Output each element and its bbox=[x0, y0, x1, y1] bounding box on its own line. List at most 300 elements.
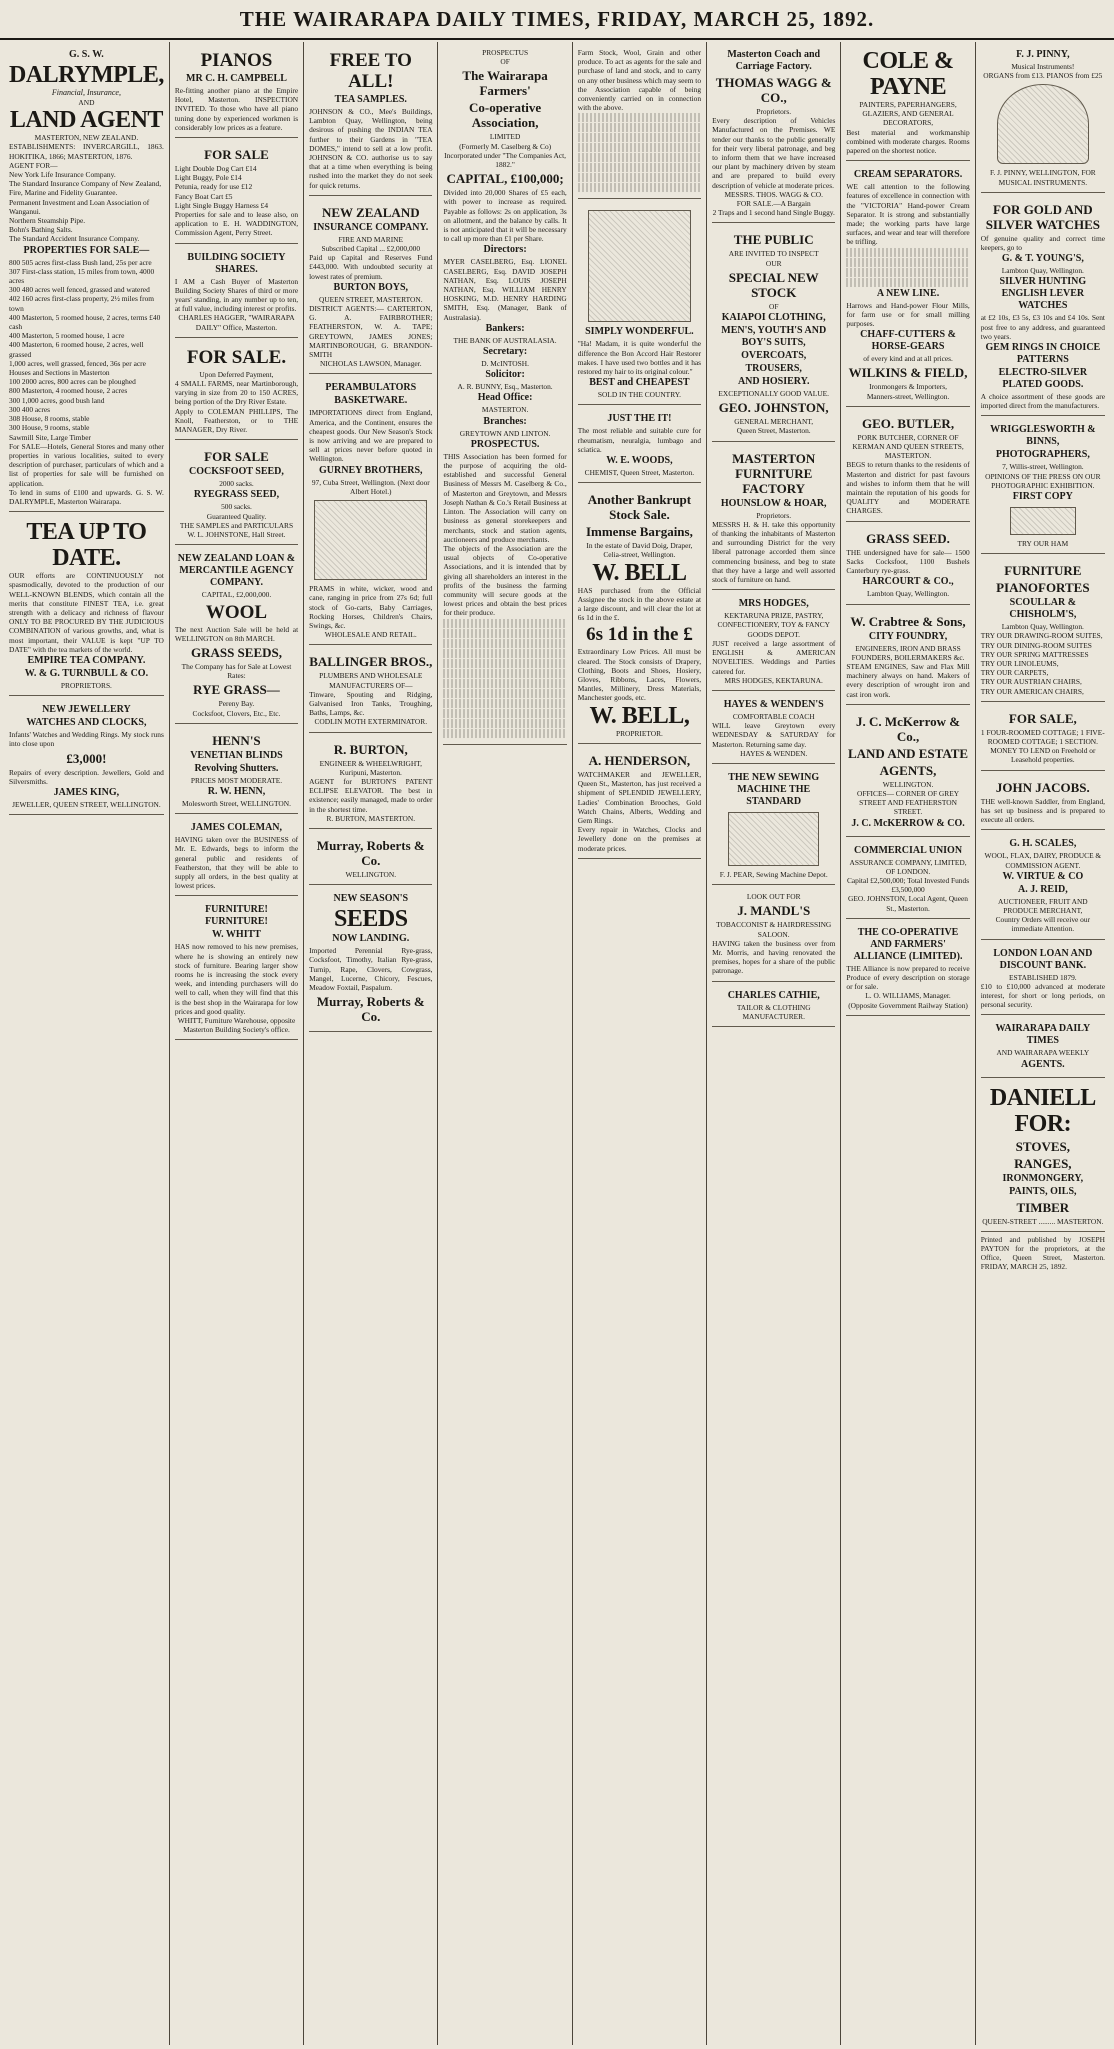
text-line bbox=[846, 258, 969, 267]
hosiery: AND HOSIERY. bbox=[737, 376, 810, 388]
mandl-name: J. MANDL'S bbox=[737, 903, 811, 919]
young-ad bbox=[981, 196, 1105, 417]
photo-addr: 7, Willis-street, Wellington. bbox=[1002, 462, 1084, 472]
wrigglesworth: WRIGGLESWORTH & BINNS, bbox=[990, 424, 1096, 448]
daniell-name: DANIELL FOR: bbox=[989, 1084, 1096, 1137]
bankers: Bankers: bbox=[485, 322, 525, 334]
crabtree-name: W. Crabtree & Sons, bbox=[850, 613, 966, 629]
waddington-ad bbox=[175, 141, 298, 244]
pianos-ad bbox=[175, 44, 298, 138]
crabtree-sub: ENGINEERS, IRON AND BRASS FOUNDERS, BOILERMAKERS &c. bbox=[851, 643, 965, 662]
turnbull: W. & G. TURNBULL & CO. bbox=[24, 667, 149, 679]
bargains-body: In the estate of David Doig, Draper, Celia-street, Wellington. bbox=[586, 541, 693, 560]
cream-ad bbox=[846, 164, 969, 407]
instruments-illustration bbox=[997, 84, 1089, 164]
williams-addr: (Opposite Government Railway Station) bbox=[848, 1000, 968, 1010]
grass-seed-ad bbox=[846, 525, 969, 605]
coop-alliance-ad bbox=[846, 922, 969, 1016]
johnstone-sig: W. L. JOHNSTONE, Hall Street. bbox=[187, 530, 286, 540]
for-sale-3: FOR SALE bbox=[204, 449, 269, 465]
incorporated: Incorporated under "The Companies Act, 1882." bbox=[444, 150, 567, 170]
opinions: OPINIONS OF THE PRESS ON OUR PHOTOGRAPHIC EXHIBITION. bbox=[985, 471, 1101, 490]
commercial-agent: GEO. JOHNSTON, Local Agent, Queen St., Masterton. bbox=[848, 894, 968, 913]
henderson-ad bbox=[578, 747, 701, 859]
commercial-union-ad bbox=[846, 840, 969, 919]
cottage-sale-ad bbox=[981, 705, 1105, 771]
scoullar-addr: Lambton Quay, Wellington. bbox=[1001, 622, 1084, 632]
rye-sub: Pereny Bay. bbox=[218, 699, 255, 709]
payne: PAYNE bbox=[869, 74, 947, 100]
revolving: Revolving Shutters. bbox=[194, 762, 279, 774]
johnston-ad bbox=[712, 226, 835, 441]
property-1: 307 First-class station, 15 miles from town, 4000 acres bbox=[9, 266, 155, 286]
text-line bbox=[443, 649, 566, 658]
solicitor-name: A. R. BUNNY, Esq., Masterton. bbox=[457, 382, 553, 392]
bell-name: W. BELL bbox=[592, 559, 687, 586]
prospectus-body: THIS Association has been formed for the purpose of acquiring the old-established and successful General Business of Messrs M. Caselberg & Co., of Masterton and Greytown, and Messrs Joseph Nathan & Co.'s Retail Business at Linton. The Association will carry on business as general storekeepers and merchants, stock and station agents, auctioneers and produce merchants. bbox=[443, 451, 567, 544]
tea-ad bbox=[9, 515, 164, 696]
farms-apply: Apply to COLEMAN PHILLIPS, The Knoll, Featherston, or to THE MANAGER, Dry River. bbox=[174, 406, 299, 435]
cathie-ad bbox=[712, 985, 835, 1027]
property-0: 800 505 acres first-class Bush land, 25s per acre bbox=[9, 257, 152, 267]
ballinger-ad bbox=[309, 648, 432, 732]
dalrymple-body-5: Northern Steamship Pipe. bbox=[9, 216, 86, 226]
column-6 bbox=[707, 42, 841, 2045]
bell-proprietor: PROPRIETOR. bbox=[615, 728, 663, 738]
text-line bbox=[578, 183, 701, 192]
new-line: A NEW LINE. bbox=[876, 287, 940, 299]
hodges-ad bbox=[712, 593, 835, 691]
farms-ad bbox=[175, 341, 298, 440]
nz-insurance: NEW ZEALAND bbox=[321, 204, 420, 220]
whitt-ad bbox=[175, 899, 298, 1040]
dalrymple-body-1: AGENT FOR— bbox=[9, 160, 58, 170]
our: OUR bbox=[765, 258, 782, 268]
property-4: 400 Masterton, 5 roomed house, 2 acres, terms £40 cash bbox=[9, 312, 161, 332]
whitt-name: W. WHITT bbox=[212, 929, 261, 941]
chaff-sub: of every kind and at all prices. bbox=[863, 354, 953, 364]
ironmongers: Ironmongers & Importers, bbox=[869, 382, 947, 392]
sale-item-3: Fancy Boat Cart £5 bbox=[174, 191, 233, 201]
building-body: I AM a Cash Buyer of Masterton Building Society Shares of third or more years' standing, in any number up to ten, at full value, including interest or profits. bbox=[174, 276, 299, 314]
coop-body: THE Alliance is now prepared to receive Produce of every description on storage or for sale. bbox=[846, 963, 970, 992]
timber: TIMBER bbox=[1016, 1199, 1070, 1215]
pinny-sign: F. J. PINNY, WELLINGTON, FOR MUSICAL INSTRUMENTS. bbox=[989, 168, 1096, 187]
nzloan-title: NEW ZEALAND LOAN & MERCANTILE AGENCY COMPANY. bbox=[177, 553, 296, 589]
electro-body: A choice assortment of these goods are imported direct from the manufacturers. bbox=[980, 392, 1105, 411]
property-7: 1,000 acres, well grassed, fenced, 36s per acre bbox=[9, 358, 146, 368]
pearce: F. J. PEAR, Sewing Machine Depot. bbox=[719, 869, 828, 879]
agents-ad bbox=[981, 1018, 1105, 1077]
hodges-sig: MRS HODGES, KEKTARUNA. bbox=[724, 675, 823, 685]
cole: COLE & bbox=[862, 48, 954, 74]
ballinger-body: Tinware, Spouting and Ridging, Galvanised Iron Tanks, Troughing, Baths, Lamps, &c. bbox=[309, 689, 433, 718]
ballinger-sub: PLUMBERS AND WHOLESALE MANUFACTURERS OF— bbox=[319, 671, 423, 690]
henn-addr: Molesworth Street, WELLINGTON. bbox=[182, 798, 291, 808]
wilkins: WILKINS & FIELD, bbox=[848, 365, 968, 381]
cocksfoot-qty: 2000 sacks. bbox=[219, 479, 254, 489]
prospectus-continued bbox=[578, 44, 701, 199]
mandl-body: HAVING taken the business over from Mr. Morris, and having renovated the premises, hopes for a share of the public patronage. bbox=[712, 938, 836, 976]
lawson: NICHOLAS LAWSON, Manager. bbox=[319, 359, 422, 369]
property-12: 300 400 acres bbox=[9, 404, 51, 414]
nz-insurance-ad bbox=[309, 199, 432, 375]
cp-trade: PAINTERS, PAPERHANGERS, GLAZIERS, AND GENERAL DECORATORS, bbox=[859, 100, 957, 128]
dalrymple-town: MASTERTON, NEW ZEALAND. bbox=[34, 133, 139, 143]
hayes-name: HAYES & WENDEN'S bbox=[723, 698, 824, 710]
sale-item-0: Light Double Dog Cart £14 bbox=[174, 164, 257, 174]
paints: PAINTS, OILS, bbox=[1009, 1185, 1077, 1197]
loan-bank-ad bbox=[981, 943, 1105, 1016]
rye-title: RYE GRASS— bbox=[193, 682, 280, 698]
whitt-sig: WHITT, Furniture Warehouse, opposite Masterton Building Society's office. bbox=[177, 1015, 296, 1035]
prospectus-label: PROSPECTUS bbox=[482, 48, 529, 57]
tea-body: OUR efforts are CONTINUOUSLY not spasmodically, devoted to the production of our WELL-KNOWN BLENDS, which contain all the merits that constitute FINEST TEA, i.e. great strength with a delicacy and richness of flavour ONLY TO BE PROCURED BY THE JUDICIOUS COMBINATION of various growths, and, what is most important, their VALUE is kept "UP TO DATE" with the tea markets of the world. bbox=[9, 571, 164, 654]
capital: CAPITAL, £100,000; bbox=[446, 171, 564, 187]
london-loan: LONDON LOAN AND DISCOUNT BANK. bbox=[993, 947, 1093, 971]
jewellery-amount: £3,000! bbox=[66, 750, 107, 766]
text-line bbox=[443, 659, 566, 668]
hayes-ad bbox=[712, 694, 835, 764]
henn-name: R. W. HENN, bbox=[207, 785, 266, 797]
cream-body: WE call attention to the following features of excellence in connection with the "VICTORIA" Hand-power Cream Separator. It is strong and substantially made; the working parts have large surfaces, and wear and tear will therefore be trifling. bbox=[846, 182, 970, 247]
scoullar: SCOULLAR & CHISHOLM'S, bbox=[1009, 597, 1077, 621]
mckerrow-offices: OFFICES— CORNER OF GREY STREET AND FEATHERSTON STREET. bbox=[857, 788, 960, 817]
young-name: G. & T. YOUNG'S, bbox=[1001, 253, 1084, 265]
coleman-body: HAVING taken over the BUSINESS of Mr. E. Edwards, begs to inform the general public and residents of Featherston, that they will be able to supply all orders, in the best quality at lowest prices. bbox=[174, 835, 299, 891]
johnston-addr: Queen Street, Masterton. bbox=[736, 426, 811, 436]
virtue-name: W. VIRTUE & CO bbox=[1002, 870, 1084, 882]
pinny-name: F. J. PINNY, bbox=[1016, 49, 1070, 60]
butler-sub: PORK BUTCHER, CORNER OF KERMAN AND QUEEN STREETS, MASTERTON. bbox=[852, 432, 964, 461]
wholesale: WHOLESALE AND RETAIL. bbox=[324, 630, 417, 640]
henn-prices: PRICES MOST MODERATE. bbox=[190, 775, 283, 785]
ballinger-name: BALLINGER BROS., bbox=[309, 654, 433, 670]
hair-restorer-ad bbox=[578, 202, 701, 405]
text-line bbox=[443, 729, 566, 738]
text-line bbox=[443, 629, 566, 638]
wool-title: WOOL bbox=[205, 601, 268, 623]
nz-insurance-2: INSURANCE COMPANY. bbox=[313, 221, 429, 233]
burton-r: R. BURTON, bbox=[333, 741, 408, 757]
try-item-5: TRY OUR AUSTRIAN CHAIRS, bbox=[980, 677, 1082, 687]
pinny-body: ORGANS from £13. PIANOS from £25 bbox=[983, 71, 1103, 81]
text-line bbox=[443, 699, 566, 708]
wool-body: The next Auction Sale will be held at WELLINGTON on 8th MARCH. bbox=[174, 624, 299, 643]
dalrymple-body-2: New York Life Insurance Company. bbox=[9, 170, 116, 180]
text-line bbox=[443, 669, 566, 678]
chaff: CHAFF-CUTTERS & HORSE-GEARS bbox=[860, 329, 956, 353]
property-14: 300 House, 9 rooms, stable bbox=[9, 423, 90, 433]
murray-ad-1 bbox=[309, 832, 432, 885]
sewing-machine-illustration bbox=[728, 812, 819, 866]
property-3: 402 160 acres first-class property, 2½ miles from town bbox=[9, 294, 155, 313]
cocksfoot: COCKSFOOT SEED, bbox=[189, 466, 284, 478]
grass-body: The Company has for Sale at Lowest Rates: bbox=[181, 661, 292, 681]
sale-item-1: Light Buggy, Pole £14 bbox=[174, 173, 242, 183]
seed-sale-ad bbox=[175, 443, 298, 545]
whitt-furniture: FURNITURE! FURNITURE! bbox=[205, 904, 268, 928]
dalrymple-trades: Financial, Insurance, bbox=[51, 88, 121, 97]
hounslow: HOUNSLOW & HOAR, bbox=[720, 497, 827, 509]
property-6: 400 Masterton, 6 roomed house, 2 acres, well grassed bbox=[9, 340, 144, 359]
best-sub: SOLD IN THE COUNTRY. bbox=[597, 390, 681, 400]
column-4 bbox=[438, 42, 572, 2045]
bankrupt-title: Another Bankrupt Stock Sale. bbox=[587, 492, 692, 523]
scales-ad bbox=[981, 833, 1105, 939]
for-sale-2: FOR SALE. bbox=[186, 346, 287, 368]
picture-caption: SIMPLY WONDERFUL. bbox=[585, 326, 694, 338]
wagg-ad bbox=[712, 44, 835, 223]
coach-factory: Masterton Coach and Carriage Factory. bbox=[727, 49, 821, 72]
bank-name: THE BANK OF AUSTRALASIA. bbox=[453, 335, 557, 345]
ins-body: Paid up Capital and Reserves Fund £443,000. With undoubted security at lowest rates of premium. bbox=[309, 253, 433, 281]
mckerrow-ad bbox=[846, 708, 969, 837]
whitt-body: HAS now removed to his new premises, where he is showing an entirely new stock of furniture. Bearing larger show rooms he is increasing the stock every week, and intending purchasers will do well to call, when they will find that this is the best shop in the Wairarapa for low prices and good quality. bbox=[174, 942, 299, 1016]
best-cheapest: BEST and CHEAPEST bbox=[589, 377, 690, 389]
furniture-factory-ad bbox=[712, 445, 835, 591]
jeweller-town: JEWELLER, QUEEN STREET, WELLINGTON. bbox=[12, 799, 161, 809]
ryegrass-qty: 500 sacks. bbox=[221, 502, 252, 512]
good-value: EXCEPTIONALLY GOOD VALUE. bbox=[718, 389, 830, 399]
importations: IMPORTATIONS direct from England, America, and the Continent, ensures the cheapest goods. Our New Season's Stock is now arriving and we are prepared to sell at prices never before quoted in Wellington. bbox=[309, 408, 433, 464]
perambulators: PERAMBULATORS bbox=[325, 382, 417, 394]
gold-body: Of genuine quality and correct time keepers, go to bbox=[980, 233, 1105, 253]
just-body: The most reliable and suitable cure for rheumatism, neuralgia, lumbago and sciatica. bbox=[577, 426, 702, 454]
dalrymple-name: DALRYMPLE, bbox=[9, 62, 164, 88]
ironmongery: IRONMONGERY, bbox=[1002, 1172, 1084, 1184]
text-line bbox=[846, 278, 969, 287]
weekly: AND WAIRARAPA WEEKLY bbox=[996, 1048, 1090, 1058]
the-public: THE PUBLIC bbox=[733, 232, 814, 248]
scales-name: G. H. SCALES, bbox=[1009, 838, 1077, 850]
scales-sub: WOOL, FLAX, DAIRY, PRODUCE & COMMISSION AGENT. bbox=[984, 851, 1102, 870]
crabtree-body: STEAM ENGINES, Saw and Flax Mill machinery always on hand. Makers of every description of wrought iron and cast iron work. bbox=[846, 661, 970, 699]
gold-watches: FOR GOLD AND SILVER WATCHES bbox=[985, 201, 1100, 232]
harcourt-addr: Lambton Quay, Wellington. bbox=[866, 589, 950, 599]
henn-ad bbox=[175, 727, 298, 814]
mckerrow-sig: J. C. McKERROW & CO. bbox=[851, 817, 965, 829]
dalrymple-body-7: The Standard Accident Insurance Company. bbox=[9, 234, 140, 244]
prospectus-objects: The objects of the Association are the usual objects of Co-operative Associations, and it is intended that by giving all shareholders an interest in the profits of the business the farming community will secure goods at the lowest prices and obtain the best prices for their produce. bbox=[443, 543, 567, 618]
dalrymple-and: AND bbox=[78, 98, 95, 107]
jewellery-ad bbox=[9, 699, 164, 815]
butler-body: BEGS to return thanks to the residents of Masterton and district for past favours and wishes to inform them that he will maintain the reputation of his goods for QUALITY and MODERATE CHARGES. bbox=[846, 460, 970, 516]
mandl-ad bbox=[712, 888, 835, 981]
mckerrow-name: J. C. McKerrow & Co., bbox=[855, 713, 961, 744]
wagg-proprietors: Proprietors. bbox=[756, 107, 792, 116]
bargains: Immense Bargains, bbox=[585, 524, 693, 540]
sewing-ad bbox=[712, 767, 835, 885]
sewing-title: THE NEW SEWING MACHINE THE STANDARD bbox=[728, 771, 820, 807]
burton-addr: QUEEN STREET, MASTERTON. bbox=[318, 294, 423, 304]
murray-title-2: Murray, Roberts & Co. bbox=[316, 994, 425, 1025]
burton-ad bbox=[309, 736, 432, 829]
branches: Branches: bbox=[483, 415, 527, 427]
text-line bbox=[578, 163, 701, 172]
limited: LIMITED bbox=[489, 132, 521, 142]
try-item-1: TRY OUR DINING-ROOM SUITES bbox=[980, 640, 1092, 650]
empire-tea: EMPIRE TEA COMPANY. bbox=[27, 654, 146, 666]
formerly: (Formerly M. Caselberg & Co) bbox=[459, 141, 552, 151]
grass-seed: GRASS SEED. bbox=[866, 530, 950, 546]
cream-title: CREAM SEPARATORS. bbox=[853, 169, 963, 181]
text-line bbox=[846, 268, 969, 277]
crabtree-ad bbox=[846, 608, 969, 705]
coach-sale: 2 Traps and 1 second hand Single Buggy. bbox=[712, 208, 835, 218]
daniell-addr: QUEEN-STREET ......... MASTERTON. bbox=[982, 1216, 1104, 1226]
property-10: 800 Masterton, 4 roomed house, 2 acres bbox=[9, 386, 128, 396]
thomas-wagg: THOMAS WAGG & CO., bbox=[715, 75, 832, 105]
try-item-6: TRY OUR AMERICAN CHAIRS, bbox=[980, 686, 1084, 696]
photo-ad bbox=[981, 419, 1105, 554]
property-2: 300 480 acres well fenced, grassed and watered bbox=[9, 285, 150, 295]
property-5: 400 Masterton, 5 roomed house, 1 acre bbox=[9, 331, 125, 341]
grass-seed-body: THE undersigned have for sale— 1500 Sacks Cocksfoot, 1100 Bushels Canterbury rye-grass. bbox=[846, 547, 970, 576]
pianos-title: PIANOS bbox=[200, 50, 273, 71]
basketware: BASKETWARE. bbox=[334, 395, 408, 407]
ryegrass: RYEGRASS SEED, bbox=[193, 489, 280, 501]
cole-payne-ad bbox=[846, 44, 969, 161]
just-out: JUST THE IT! bbox=[607, 413, 672, 425]
new-season: NEW SEASON'S bbox=[333, 893, 409, 905]
farms-body: 4 SMALL FARMS, near Martinborough, varying in size from 20 to 150 ACRES, being portion of the Dry River Estate. bbox=[174, 379, 299, 407]
building-society-ad bbox=[175, 247, 298, 338]
seeds-title: SEEDS bbox=[334, 906, 408, 933]
property-11: 300 1,000 acres, good bush land bbox=[9, 395, 105, 405]
district-agents: DISTRICT AGENTS:— CARTERTON, G. A. FAIRBROTHER; FEATHERSTON, W. A. TAPE; GREYTOWN, JAMES JONES; MARTINBOROUGH, G. BRANDON-SMITH bbox=[309, 304, 433, 360]
coach-for-sale: FOR SALE.—A Bargain bbox=[736, 199, 811, 209]
try-item-3: TRY OUR LINOLEUMS, bbox=[980, 659, 1059, 669]
coach-body: Every description of Vehicles Manufactured on the Premises. WE tender our thanks to the public generally for their very liberal patronage, and beg to inform them that we have increased our plant by machinery driven by steam and are prepared to build every description of vehicle at moderate prices. bbox=[712, 116, 836, 190]
property-15: Sawmill Site, Large Timber bbox=[9, 432, 91, 442]
scoullar-ad bbox=[981, 557, 1105, 702]
bell-body: HAS purchased from the Official Assignee the stock in the above estate at a large discount, and will clear the lot at 6s 1d in the £. bbox=[577, 585, 702, 623]
pianos-body: Re-fitting another piano at the Empire Hotel, Masterton. INSPECTION INVITED. To those who have all piano tuning done by experienced workmen is considerably low prices as a feature. bbox=[174, 86, 299, 132]
properties-heading: PROPERTIES FOR SALE— bbox=[23, 244, 150, 256]
dalrymple-ad bbox=[9, 44, 164, 512]
trousers: TROUSERS, bbox=[745, 363, 802, 375]
tea-title: TEA UP TO DATE. bbox=[26, 519, 147, 572]
dalrymple-body-0: ESTABLISHMENTS: INVERCARGILL, 1863. HOKITIKA, 1866; MASTERTON, 1876. bbox=[9, 142, 164, 161]
hayes-sig: HAYES & WENDEN. bbox=[740, 748, 808, 758]
of: OF bbox=[768, 301, 779, 311]
pianofortes: PIANOFORTES bbox=[996, 580, 1090, 596]
free-tea-ad bbox=[309, 44, 432, 196]
head-office-name: MASTERTON. bbox=[481, 405, 529, 415]
mckerrow-town: WELLINGTON. bbox=[882, 779, 934, 789]
text-line bbox=[846, 248, 969, 257]
for-sale-title: FOR SALE bbox=[204, 147, 269, 163]
building-title: BUILDING SOCIETY SHARES. bbox=[187, 251, 286, 275]
london-sub: ESTABLISHED 1879. bbox=[1009, 972, 1077, 982]
murray-title-1: Murray, Roberts & Co. bbox=[316, 837, 425, 868]
daily-times: WAIRARAPA DAILY TIMES bbox=[995, 1023, 1091, 1047]
cp-body: Best material and workmanship combined with moderate charges. Rooms papered on the shortest notice. bbox=[846, 127, 970, 156]
furniture: FURNITURE bbox=[1004, 563, 1082, 579]
column-1 bbox=[4, 42, 170, 2045]
special-stock: SPECIAL NEW STOCK bbox=[728, 269, 819, 300]
butler-name: GEO. BUTLER, bbox=[861, 415, 955, 431]
text-line bbox=[443, 719, 566, 728]
dalrymple-body-6: Bohn's Bathing Salts. bbox=[9, 225, 73, 235]
pinny-sub: Musical Instruments! bbox=[1011, 62, 1075, 71]
head-office: Head Office: bbox=[477, 392, 533, 404]
look-out: LOOK OUT FOR bbox=[746, 892, 801, 902]
dalrymple-initials: G. S. W. bbox=[69, 49, 104, 60]
hunting-body: at £2 10s, £3 5s, £3 10s and £4 10s. Sent post free to any address, and guaranteed two years. bbox=[980, 313, 1105, 341]
jewellery-tail: Repairs of every description. Jewellers, Gold and Silversmiths. bbox=[9, 767, 164, 786]
column-2 bbox=[170, 42, 304, 2045]
directors: Directors: bbox=[483, 244, 527, 256]
ham: TRY OUR HAM bbox=[1017, 539, 1069, 549]
jacobs-name: JOHN JACOBS. bbox=[995, 779, 1090, 795]
johnston-name: GEO. JOHNSTON, bbox=[718, 400, 829, 416]
first-copy: FIRST COPY bbox=[1012, 491, 1073, 503]
henderson-tail: Every repair in Watches, Clocks and Jewellery done on the premises at moderate prices. bbox=[577, 825, 702, 853]
woman-illustration bbox=[588, 210, 691, 322]
mandl-sub: TOBACCONIST & HAIRDRESSING SALOON. bbox=[716, 920, 832, 939]
text-line bbox=[578, 113, 701, 122]
sale-note: Properties for sale and to lease also, on application to E. H. WADDINGTON, Commission Agent, Perry Street. bbox=[174, 210, 299, 238]
hodges-body: JUST received a large assortment of ENGLISH & AMERICAN NOVELTIES. Weddings and Parties catered for. bbox=[712, 638, 836, 676]
commercial-figs: Capital £2,500,000; Total Invested Funds £3,500,000 bbox=[846, 875, 970, 895]
text-line bbox=[578, 153, 701, 162]
seeds-imported: Imported Perennial Rye-grass, Cocksfoot, Timothy, Italian Rye-grass, Turnip, Rape, Clovers, Cowgrass, Mangel, Lucerne, Chicory, Fescues, Meadow Foxtail, Paspalum. bbox=[309, 946, 433, 992]
hayes-body: WILL leave Greytown every WEDNESDAY & SATURDAY for Masterton. Returning same day. bbox=[712, 721, 836, 749]
text-line bbox=[443, 619, 566, 628]
for-sale-text: For SALE—Hotels, General Stores and many other properties in various localities, suited to every description of purchaser, particulars of which and a list of properties for sale will be furnished on application. bbox=[9, 441, 164, 488]
fire-marine: FIRE AND MARINE bbox=[338, 234, 404, 244]
seeds-landing: NOW LANDING. bbox=[332, 933, 410, 945]
nzloan-ad bbox=[175, 548, 298, 723]
bell-discount: 6s 1d in the £ bbox=[586, 624, 693, 646]
dalrymple-body-4: Permanent Investment and Loan Association of Wanganui. bbox=[9, 197, 150, 216]
try-item-0: TRY OUR DRAWING-ROOM SUITES, bbox=[980, 631, 1103, 641]
henderson-name: A. HENDERSON, bbox=[588, 752, 691, 768]
reid-name: A. J. REID, bbox=[1017, 883, 1068, 895]
masthead: THE WAIRARAPA DAILY TIMES, FRIDAY, MARCH 25, 1892. bbox=[0, 0, 1114, 40]
jacobs-body: THE well-known Saddler, from England, has set up business and is prepared to execute all orders. bbox=[980, 796, 1105, 825]
column-7 bbox=[841, 42, 975, 2045]
photographers: PHOTOGRAPHERS, bbox=[995, 449, 1090, 461]
prospectus-of: OF bbox=[500, 57, 510, 67]
bell-name-2: W. BELL, bbox=[589, 702, 690, 729]
gurney-addr: 97, Cuba Street, Wellington. (Next door Albert Hotel.) bbox=[311, 477, 430, 496]
ins-capital: Subscribed Capital ... £2,000,000 bbox=[321, 244, 421, 254]
coop-title: Co-operative Association, bbox=[468, 100, 542, 131]
text-line bbox=[443, 709, 566, 718]
building-sig: CHARLES HAGGER, "WAIRARAPA DAILY" Office, Masterton. bbox=[178, 313, 295, 332]
property-13: 308 House, 8 rooms, stable bbox=[9, 414, 90, 424]
burton-engineer: ENGINEER & WHEELWRIGHT, Kuripuni, Masterton. bbox=[319, 758, 422, 777]
mens-suits: MEN'S, YOUTH'S AND BOY'S SUITS, bbox=[721, 325, 827, 349]
country-orders: Country Orders will receive our immediate Attention. bbox=[995, 915, 1091, 934]
column-8 bbox=[976, 42, 1110, 2045]
coleman-ad bbox=[175, 817, 298, 896]
imprint: Printed and published by JOSEPH PAYTON for the proprietors, at the Office, Queen Street, Masterton. FRIDAY, MARCH 25, 1892. bbox=[980, 1234, 1105, 1272]
invited: ARE INVITED TO INSPECT bbox=[728, 249, 819, 259]
london-body: £10 to £10,000 advanced at moderate interest, for short or long periods, on personal security. bbox=[980, 981, 1105, 1010]
tea-samples: TEA SAMPLES. bbox=[334, 94, 407, 105]
hunting: SILVER HUNTING ENGLISH LEVER WATCHES bbox=[999, 276, 1087, 312]
williams: L. O. WILLIAMS, Manager. bbox=[865, 991, 951, 1001]
agents: AGENTS, bbox=[879, 762, 937, 778]
mff-title: MASTERTON FURNITURE FACTORY bbox=[732, 450, 816, 496]
murray-town: WELLINGTON. bbox=[345, 869, 397, 879]
secretary-name: D. McINTOSH. bbox=[481, 359, 529, 369]
butler-ad bbox=[846, 410, 969, 522]
